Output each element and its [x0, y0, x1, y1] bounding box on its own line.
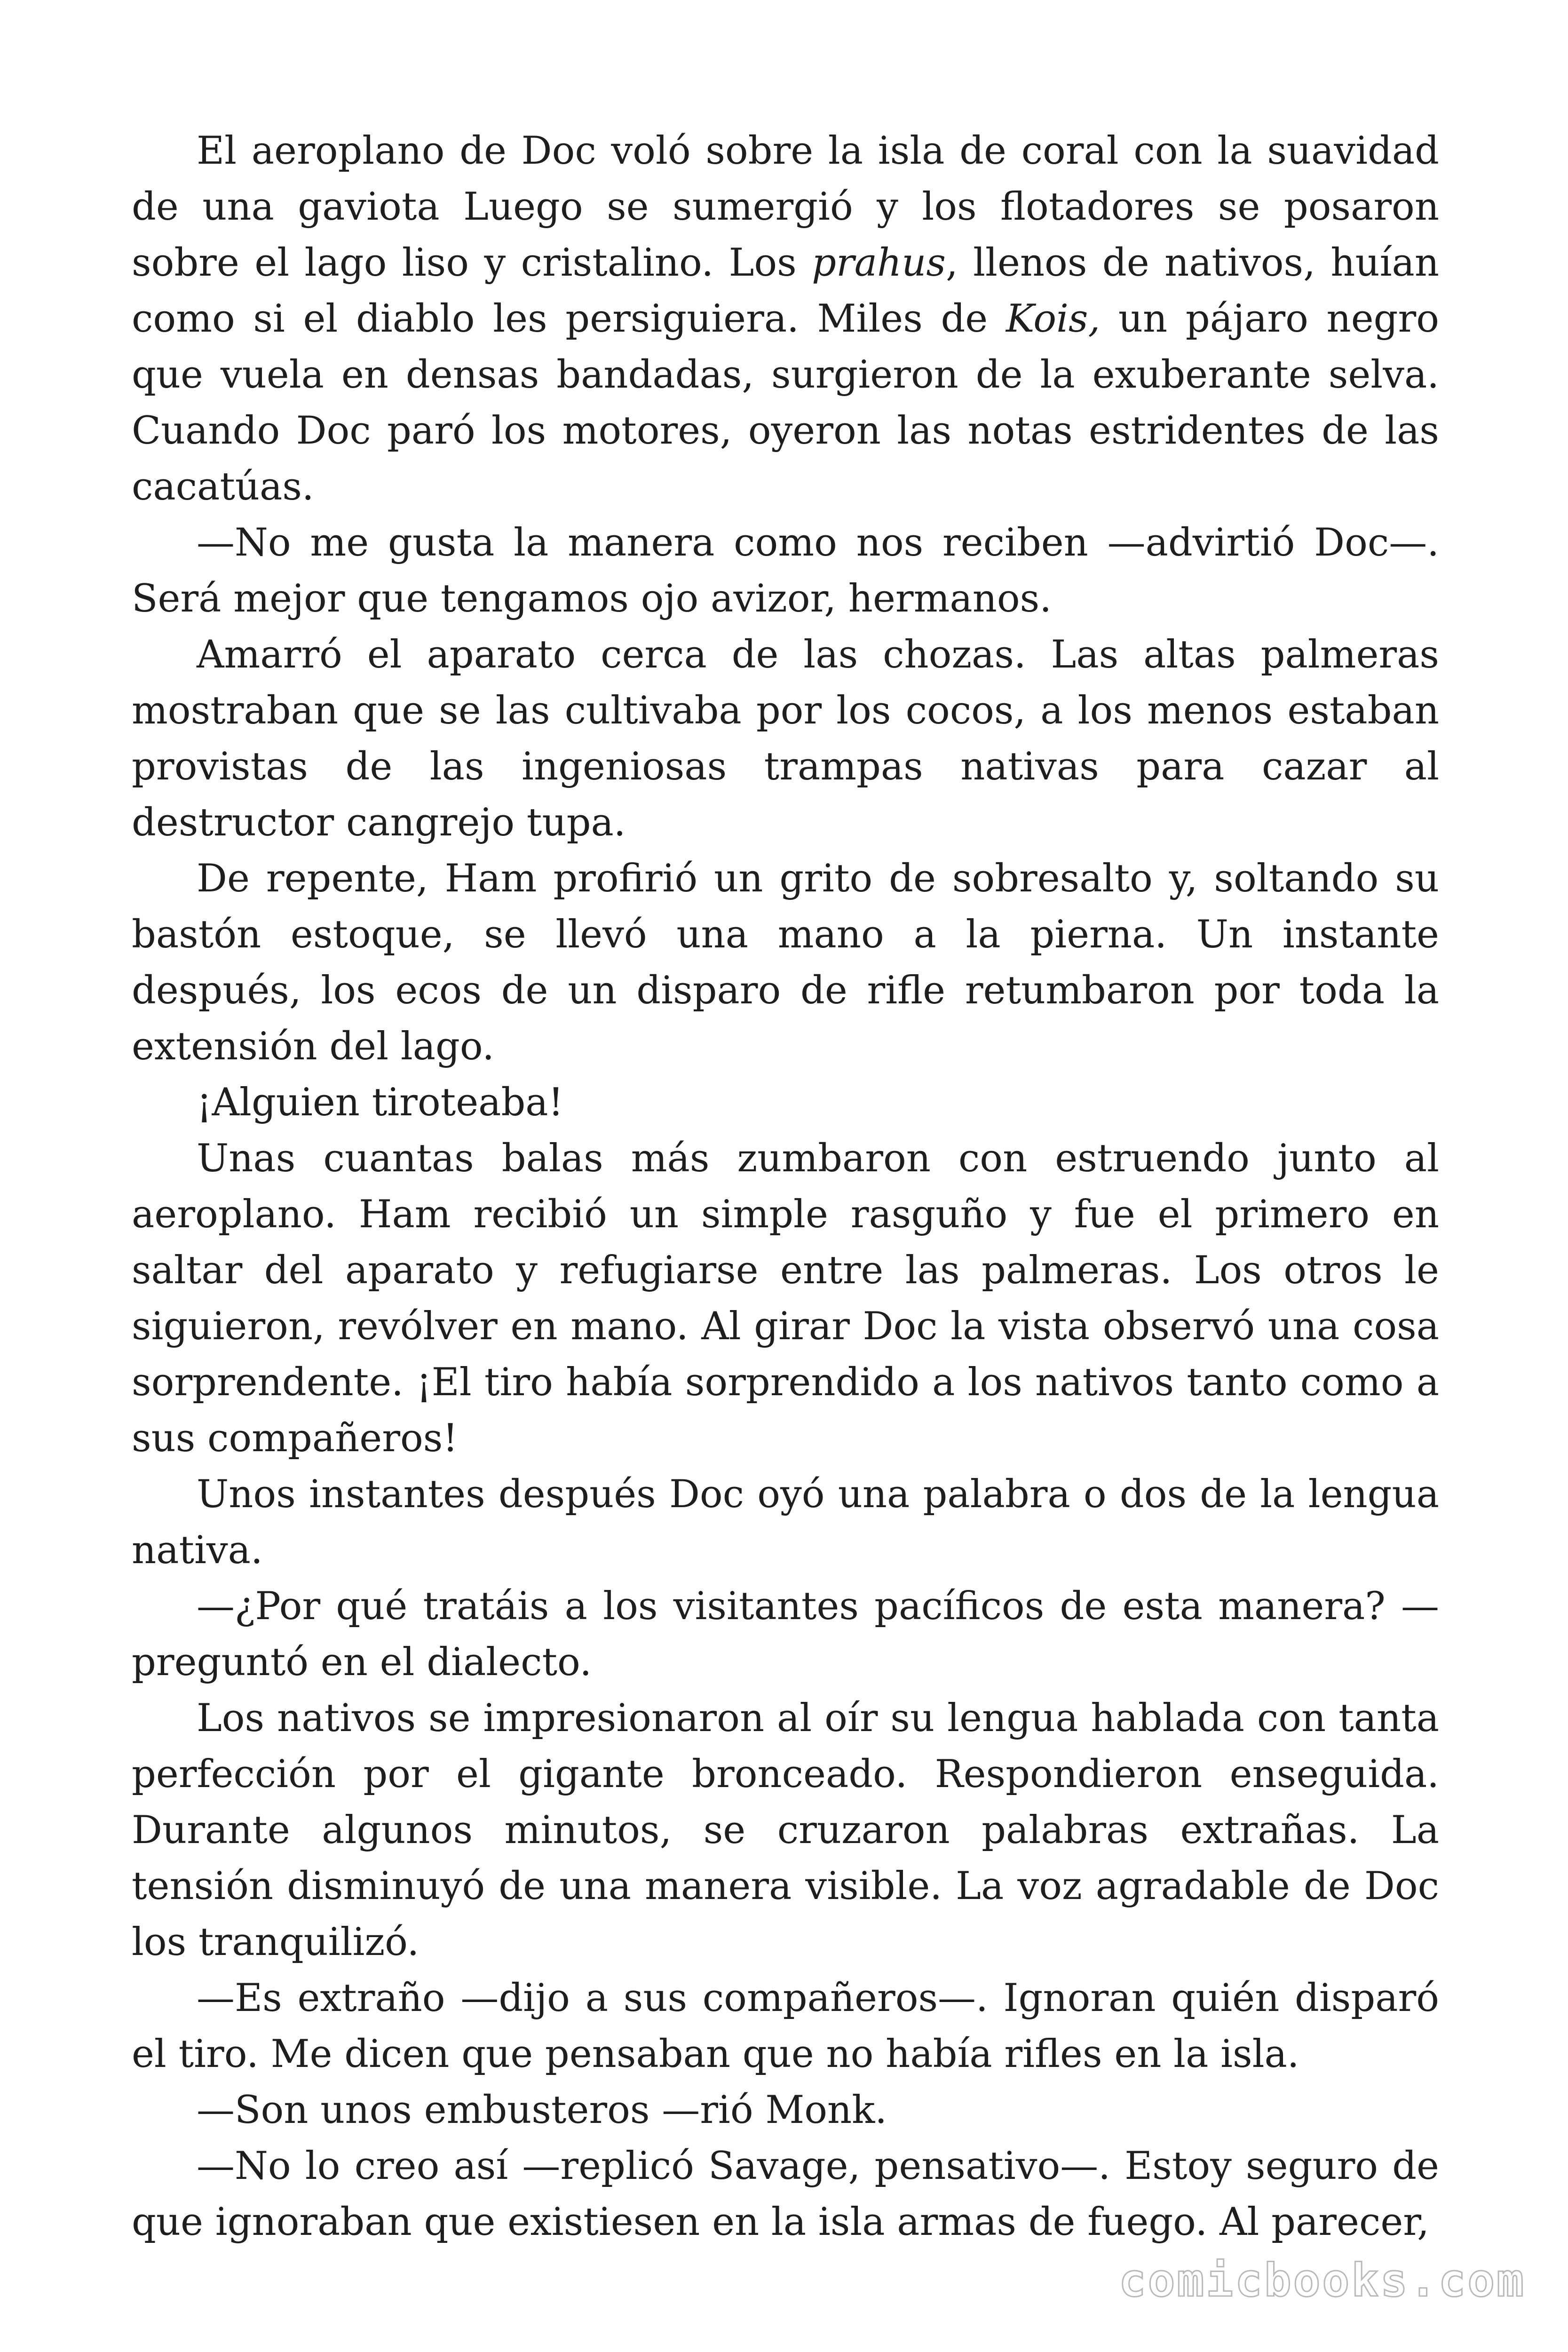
paragraph — [132, 1467, 1439, 1579]
paragraph — [132, 627, 1439, 851]
text-run: —No me gusta la manera como nos reciben —advirtió Doc—. Será mejor que tengamos ojo avizor, hermanos. — [132, 521, 1439, 621]
paragraph — [132, 1579, 1439, 1691]
text-run: —¿Por qué tratáis a los visitantes pacíficos de esta manera? — preguntó en el dialecto. — [132, 1584, 1439, 1685]
paragraph — [132, 2082, 1439, 2138]
watermark-logo: comicbooks.com — [1118, 2254, 1526, 2307]
text-run: Unos instantes después Doc oyó una palabra o dos de la lengua nativa. — [132, 1472, 1439, 1573]
paragraph — [132, 1075, 1439, 1131]
body-text — [132, 123, 1439, 2250]
text-run: —Son unos embusteros —rió Monk. — [197, 2088, 887, 2132]
text-run: De repente, Ham profirió un grito de sobresalto y, soltando su bastón estoque, se llevó una mano a la pierna. Un instante después, los ecos de un disparo de rifle retumbaron por toda la extensión del lago. — [132, 857, 1439, 1069]
text-run: un pájaro negro que vuela en densas bandadas, surgieron de la exuberante selva. Cuando Doc paró los motores, oyeron las notas estridentes de las cacatúas. — [132, 297, 1439, 509]
text-run: ¡Alguien tiroteaba! — [197, 1081, 564, 1125]
text-run: , llenos de nativos, huían como si el diablo les persiguiera. Miles de — [132, 241, 1439, 341]
paragraph — [132, 1971, 1439, 2082]
paragraph — [132, 2138, 1439, 2250]
text-run: Unas cuantas balas más zumbaron con estruendo junto al aeroplano. Ham recibió un simple rasguño y fue el primero en saltar del aparato y refugiarse entre las palmeras. Los otros le siguieron, revólver en mano. Al girar Doc la vista observó una cosa sorprendente. ¡El tiro había sorprendido a los nativos tanto como a sus compañeros! — [132, 1136, 1439, 1461]
paragraph — [132, 1131, 1439, 1467]
text-run: Amarró el aparato cerca de las chozas. Las altas palmeras mostraban que se las cultivaba por los cocos, a los menos estaban provistas de las ingeniosas trampas nativas para cazar al destructor cangrejo tupa. — [132, 633, 1439, 845]
paragraph — [132, 851, 1439, 1075]
italic-term: prahus — [812, 241, 946, 285]
italic-term: Kois, — [1006, 297, 1101, 341]
paragraph — [132, 1691, 1439, 1971]
text-run: El aeroplano de Doc voló sobre la isla de coral con la suavidad de una gaviota Luego se sumergió y los flotadores se posaron sobre el lago liso y cristalino. Los — [132, 129, 1439, 285]
text-run: —No lo creo así —replicó Savage, pensativo—. Estoy seguro de que ignoraban que existiesen en la isla armas de fuego. Al parecer, — [132, 2144, 1439, 2244]
text-run: Los nativos se impresionaron al oír su lengua hablada con tanta perfección por el gigante bronceado. Respondieron enseguida. Durante algunos minutos, se cruzaron palabras extrañas. La tensión disminuyó de una manera visible. La voz agradable de Doc los tranquilizó. — [132, 1696, 1439, 1964]
paragraph — [132, 123, 1439, 515]
text-run: —Es extraño —dijo a sus compañeros—. Ignoran quién disparó el tiro. Me dicen que pensaban que no había rifles en la isla. — [132, 1976, 1439, 2076]
paragraph — [132, 515, 1439, 627]
